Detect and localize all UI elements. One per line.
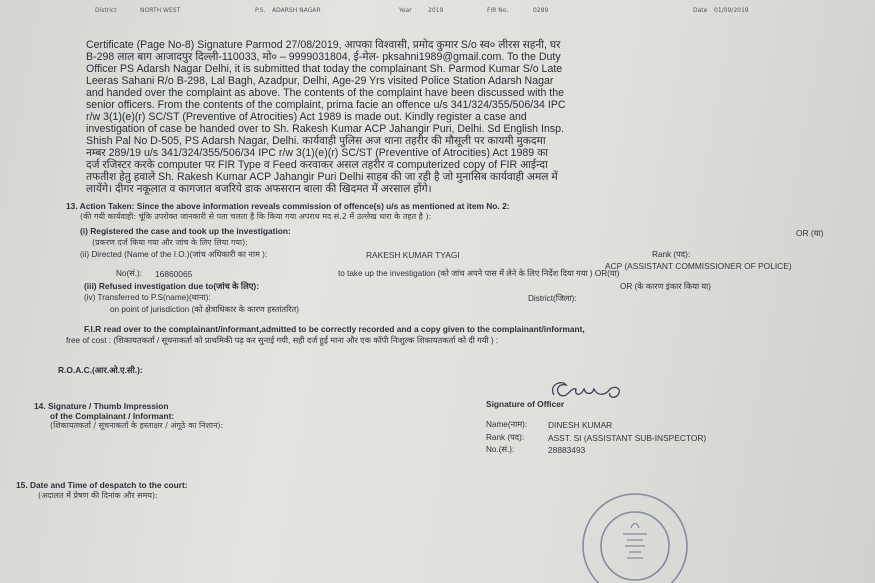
fir-read-line-2: free of cost : (शिकायतकर्ता / सूचनाकर्ता को प्राथमिकी पढ़ कर सुनाई गयी, सही दर्ज हुई माना और एक कॉपी निःशुल्क शिकायतकर्ता को दी गयी ) :	[66, 336, 499, 345]
complaint-line-9: Shish Pal No D-505, PS Adarsh Nagar, Delhi. कार्यवाही पुलिस अज थाना तहरीर की मौसूली पर कायमी मुकदमा	[86, 135, 546, 147]
officer-rank-label: Rank (पद):	[486, 433, 525, 442]
complaint-line-13: लायेंगे। दीगर नकूलात व कागजात बजरिये डाक अफसरान बाला की खिदमत में अरसाल होंगे।	[86, 183, 432, 195]
item13-or-2: OR (के कारण इंकार किया या)	[620, 282, 711, 291]
officer-rank-value: ASST. SI (ASSISTANT SUB-INSPECTOR)	[548, 433, 707, 443]
ps-value: ADARSH NAGAR	[272, 7, 321, 14]
fir-value: 0289	[533, 7, 549, 14]
io-no-label: No(सं.):	[116, 269, 143, 278]
item14-label-2: of the Complainant / Informant:	[50, 411, 175, 421]
officer-name-label: Name(नाम):	[486, 420, 528, 429]
item13-district-label: District(जिला):	[528, 294, 577, 303]
ps-label: P.S.	[255, 7, 266, 14]
item13-heading-hindi: (की गयी कार्यवाही: चूंकि उपरोक्त जानकारी से पता चलता है कि किया गया अपराध मद सं.2 में उल्लेख धारा के तहत है ):	[80, 212, 432, 221]
io-rank-label: Rank (पद):	[652, 250, 691, 259]
item14-label-1: 14. Signature / Thumb Impression	[34, 401, 169, 411]
io-name-value: RAKESH KUMAR TYAGI	[366, 250, 460, 260]
fir-label: FIR No.	[487, 7, 509, 14]
item13-jurisdiction: on point of jurisdiction (को क्षेत्राधिकार के कारण हस्तांतरित)	[110, 305, 299, 314]
officer-no-value: 28883493	[548, 445, 586, 455]
complaint-line-10: नम्बर 289/19 u/s 341/324/355/506/34 IPC r/w 3(1)(e)(r) SC/ST (Preventive of Atrocities) Act 1989 का	[86, 147, 549, 159]
item13-iv-label: (iv) Transferred to P.S(name)(थाना):	[84, 293, 211, 302]
item15-label-hindi: (अदालत में प्रेषण की दिनांक और समय):	[38, 491, 158, 500]
officer-signature-label: Signature of Officer	[486, 399, 565, 409]
complaint-line-8: investigation of case be handed over to Sh. Rakesh Kumar ACP Jahangir Puri, Delhi. Sd English Insp.	[86, 123, 564, 135]
date-value: 01/09/2019	[714, 7, 749, 14]
fir-read-line-1: F.I.R read over to the complainant/informant,admitted to be correctly recorded and a copy given to the complainant/informant,	[84, 324, 585, 334]
item13-take-up: to take up the investigation (को जांच अपने पास में लेने के लिए निर्देश दिया गया ) OR(या)	[338, 269, 620, 278]
district-label: District	[95, 7, 117, 14]
complaint-line-7: r/w 3(1)(e)(r) SC/ST (Preventive of Atrocities) Act 1989 is made out. Kindly register a case and	[86, 111, 527, 123]
complaint-line-3: Officer PS Adarsh Nagar Delhi, it is submitted that today the complainant Sh. Parmod Kumar S/o Late	[86, 63, 563, 75]
complaint-line-2: B-298 लाल बाग आजादपुर दिल्ली-110033, मो० – 9999031804, ई-मेल- pksahni1989@gmail.com. To the Duty	[86, 51, 561, 63]
roac-label: R.O.A.C.(आर.ओ.ए.सी.):	[58, 365, 143, 375]
year-label: Year	[399, 7, 412, 14]
complaint-line-6: senior officers. From the contents of the complaint, prima facie an offence u/s 341/324/355/506/34 IPC	[86, 99, 566, 111]
complaint-line-11: दर्ज रजिस्टर करके computer पर FIR Type व Feed करवाकर असल तहरीर व computerized copy of FIR आईन्दा	[86, 159, 548, 171]
officer-name-value: DINESH KUMAR	[548, 420, 613, 430]
item13-iii-label: (iii) Refused investigation due to(जांच के लिए):	[84, 281, 259, 291]
item13-i-hindi: (प्रकरण दर्ज किया गया और जांच के लिए लिया गया):	[92, 238, 248, 247]
complaint-line-12: तफतीश हेतु हवाले Sh. Rakesh Kumar ACP Jahangir Puri Delhi साहब की जा रही है जो मुनासिब कार्यवाही अमल में	[86, 171, 558, 183]
officer-no-label: No.(सं.):	[486, 445, 515, 454]
io-rank-value: ACP (ASSISTANT COMMISSIONER OF POLICE)	[605, 261, 792, 271]
item13-heading: 13. Action Taken: Since the above information reveals commission of offence(s) u/s as mentioned at item No. 2:	[66, 201, 510, 211]
complaint-line-1: Certificate (Page No-8) Signature Parmod 27/08/2019, आपका विश्वासी, प्रमोद कुमार S/o स्व० लीरस सहनी, घर	[86, 39, 561, 51]
district-value: NORTH WEST	[140, 7, 181, 14]
date-label: Date	[693, 7, 708, 14]
item15-label: 15. Date and Time of despatch to the court:	[16, 480, 188, 490]
police-station-stamp	[565, 488, 705, 583]
item14-label-hindi: (शिकायतकर्ता / सूचनाकर्ता के हस्ताक्षर / अंगूठे का निशान):	[50, 421, 224, 430]
item13-i-label: (i) Registered the case and took up the investigation:	[80, 226, 291, 236]
io-no-value: 16860065	[155, 269, 193, 279]
item13-ii-label: (ii) Directed (Name of the I.O.)(जांच अधिकारी का नाम ):	[80, 250, 268, 259]
year-value: 2019	[428, 7, 444, 14]
complaint-line-5: and handed over the complaint as above. The contents of the complaint have been discussed with the	[86, 87, 565, 99]
complaint-line-4: Leeras Sahani R/o B-298, Lal Bagh, Azadpur, Delhi, Age-29 Yrs visited Police Station Adarsh Nagar	[86, 75, 554, 87]
item13-or-1: OR (या)	[796, 228, 824, 238]
